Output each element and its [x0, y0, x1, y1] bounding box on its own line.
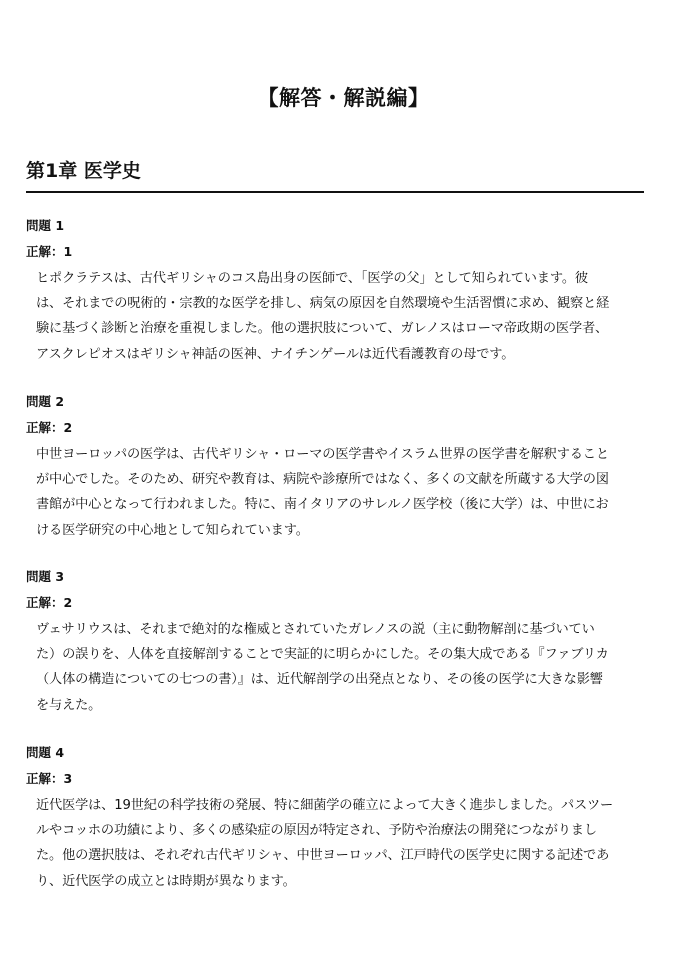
explanation-line: は、それまでの呪術的・宗教的な医学を排し、病気の原因を自然環境や生活習慣に求め、観察と経: [36, 296, 610, 312]
explanation-line: 験に基づく診断と治療を重視しました。他の選択肢について、ガレノスはローマ帝政期の医学者、: [36, 321, 609, 337]
answer-label: 正解：2: [26, 595, 73, 610]
question-block-1: [26, 218, 646, 367]
chapter-title: 第1章 医学史: [26, 160, 141, 182]
chapter-divider: [26, 191, 644, 193]
question-block-3: [26, 569, 646, 718]
explanation-line: （人体の構造についての七つの書）』は、近代解剖学の出発点となり、その後の医学に大きな影響: [36, 672, 603, 688]
explanation-line: 書館が中心となって行われました。特に、南イタリアのサレルノ医学校（後に大学）は、中世にお: [36, 497, 609, 513]
explanation-text: [26, 442, 636, 543]
question-label: 問題 3: [26, 569, 65, 584]
explanation-text: [26, 793, 636, 894]
question-block-4: [26, 745, 646, 894]
answer-label: 正解：2: [26, 420, 73, 435]
document-title: 【解答・解説編】: [257, 86, 430, 110]
explanation-line: ヴェサリウスは、それまで絶対的な権威とされていたガレノスの説（主に動物解剖に基づいてい: [36, 622, 595, 637]
explanation-line: が中心でした。そのため、研究や教育は、病院や診療所ではなく、多くの文献を所蔵する大学の図: [36, 472, 609, 488]
explanation-text: [26, 266, 636, 367]
explanation-line: た。他の選択肢は、それぞれ古代ギリシャ、中世ヨーロッパ、江戸時代の医学史に関する記述であ: [36, 848, 610, 864]
question-block-2: [26, 394, 646, 543]
explanation-line: を与えた。: [36, 697, 102, 713]
explanation-line: アスクレピオスはギリシャ神話の医神、ナイチンゲールは近代看護教育の母です。: [36, 346, 515, 362]
explanation-line: ルやコッホの功績により、多くの感染症の原因が特定され、予防や治療法の開発につながりまし: [36, 823, 597, 839]
explanation-line: り、近代医学の成立とは時期が異なります。: [36, 873, 296, 889]
answer-label: 正解：3: [26, 771, 73, 786]
explanation-line: 近代医学は、19世紀の科学技術の発展、特に細菌学の確立によって大きく進歩しました。パスツー: [36, 798, 614, 813]
explanation-line: ける医学研究の中心地として知られています。: [36, 522, 309, 538]
explanation-line: た）の誤りを、人体を直接解剖することで実証的に明らかにした。その集大成である『ファブリカ: [36, 647, 609, 663]
explanation-text: [26, 617, 636, 718]
explanation-line: 中世ヨーロッパの医学は、古代ギリシャ・ローマの医学書やイスラム世界の医学書を解釈すること: [36, 447, 609, 462]
explanation-line: ヒポクラテスは、古代ギリシャのコス島出身の医師で、「医学の父」として知られています。彼: [36, 271, 588, 286]
answer-label: 正解：1: [26, 244, 73, 259]
question-label: 問題 2: [26, 394, 65, 409]
question-label: 問題 4: [26, 745, 65, 760]
question-label: 問題 1: [26, 218, 65, 233]
